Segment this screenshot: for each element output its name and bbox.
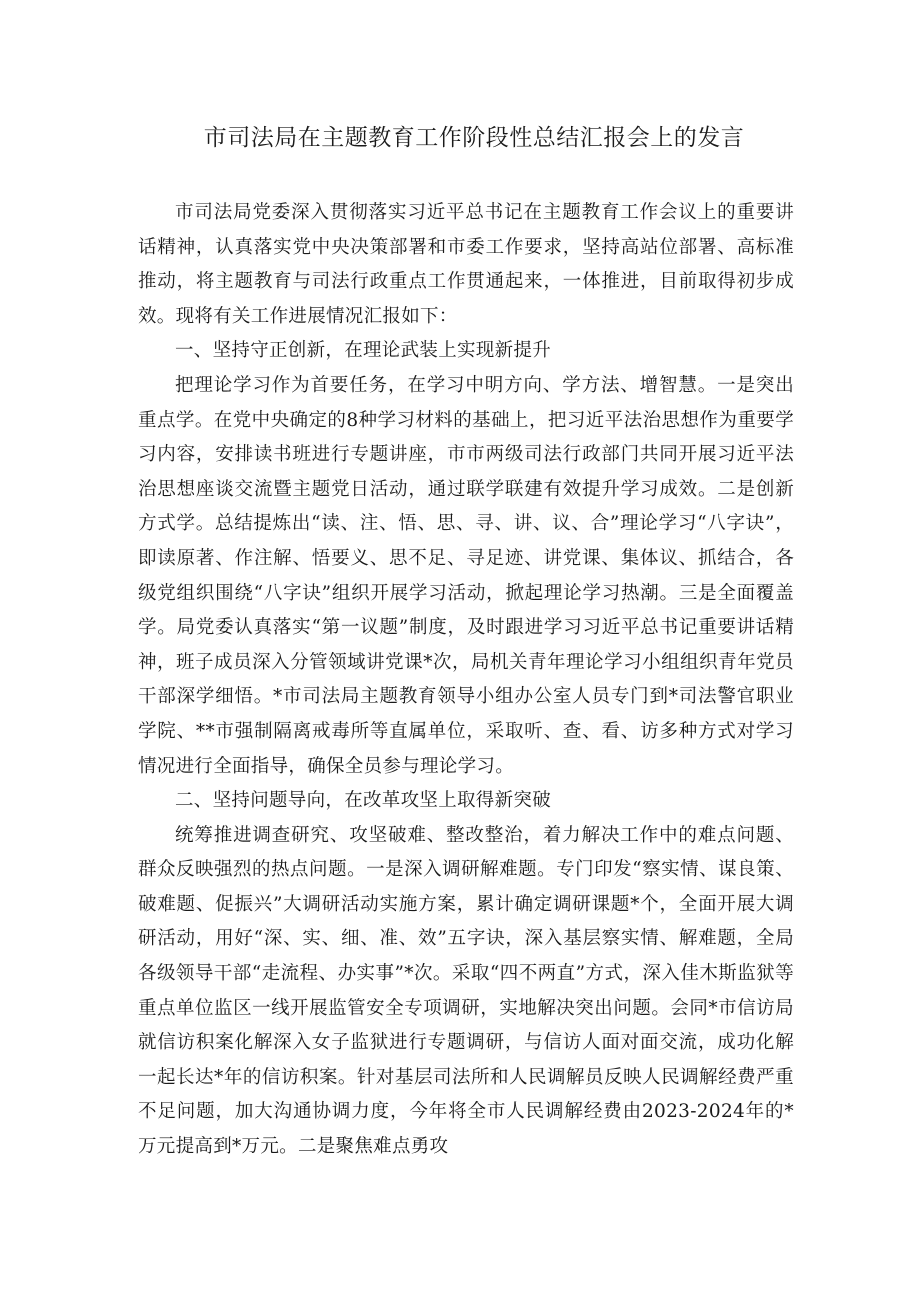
page-title: 市司法局在主题教育工作阶段性总结汇报会上的发言 [203, 125, 745, 151]
section-1-paragraph: 把理论学习作为首要任务，在学习中明方向、学方法、增智慧。一是突出重点学。在党中央确定的8种学习材料的基础上，把习近平法治思想作为重要学习内容，安排读书班进行专题讲座，市市两级司法行政部门共同开展习近平法治思想座谈交流暨主题党日活动，通过联学联建有效提升学习成效。二是创新方式学。总结提炼出“读、注、悟、思、寻、讲、议、合”理论学习“八字诀”，即读原著、作注解、悟要义、思不足、寻足迹、讲党课、集体议、抓结合，各级党组织围绕“八字诀”组织开展学习活动，掀起理论学习热潮。三是全面覆盖学。局党委认真落实“第一议题”制度，及时跟进学习习近平总书记重要讲话精神，班子成员深入分管领域讲党课*次，局机关青年理论学习小组组织青年党员干部深学细悟。*市司法局主题教育领导小组办公室人员专门到*司法警官职业学院、**市强制隔离戒毒所等直属单位，采取听、查、看、访多种方式对学习情况进行全面指导，确保全员参与理论学习。 [138, 374, 794, 777]
document-body [138, 196, 794, 1165]
section-heading-1: 一、坚持守正创新，在理论武装上实现新提升 [175, 340, 552, 362]
section-2-paragraph: 统筹推进调查研究、攻坚破难、整改整治，着力解决工作中的难点问题、群众反映强烈的热点问题。一是深入调研解难题。专门印发“察实情、谋良策、破难题、促振兴”大调研活动实施方案，累计确定调研课题*个，全面开展大调研活动，用好“深、实、细、准、效”五字诀，深入基层察实情、解难题，全局各级领导干部“走流程、办实事”*次。采取“四不两直”方式，深入佳木斯监狱等重点单位监区一线开展监管安全专项调研，实地解决突出问题。会同*市信访局就信访积案化解深入女子监狱进行专题调研，与信访人面对面交流，成功化解一起长达*年的信访积案。针对基层司法所和人民调解员反映人民调解经费严重不足问题，加大沟通协调力度，今年将全市人民调解经费由2023-2024年的*万元提高到*万元。二是聚焦难点勇攻 [138, 824, 794, 1158]
section-heading-2: 二、坚持问题导向，在改革攻坚上取得新突破 [175, 790, 552, 812]
intro-paragraph: 市司法局党委深入贯彻落实习近平总书记在主题教育工作会议上的重要讲话精神，认真落实党中央决策部署和市委工作要求，坚持高站位部署、高标准推动，将主题教育与司法行政重点工作贯通起来，一体推进，目前取得初步成效。现将有关工作进展情况汇报如下： [138, 202, 794, 327]
